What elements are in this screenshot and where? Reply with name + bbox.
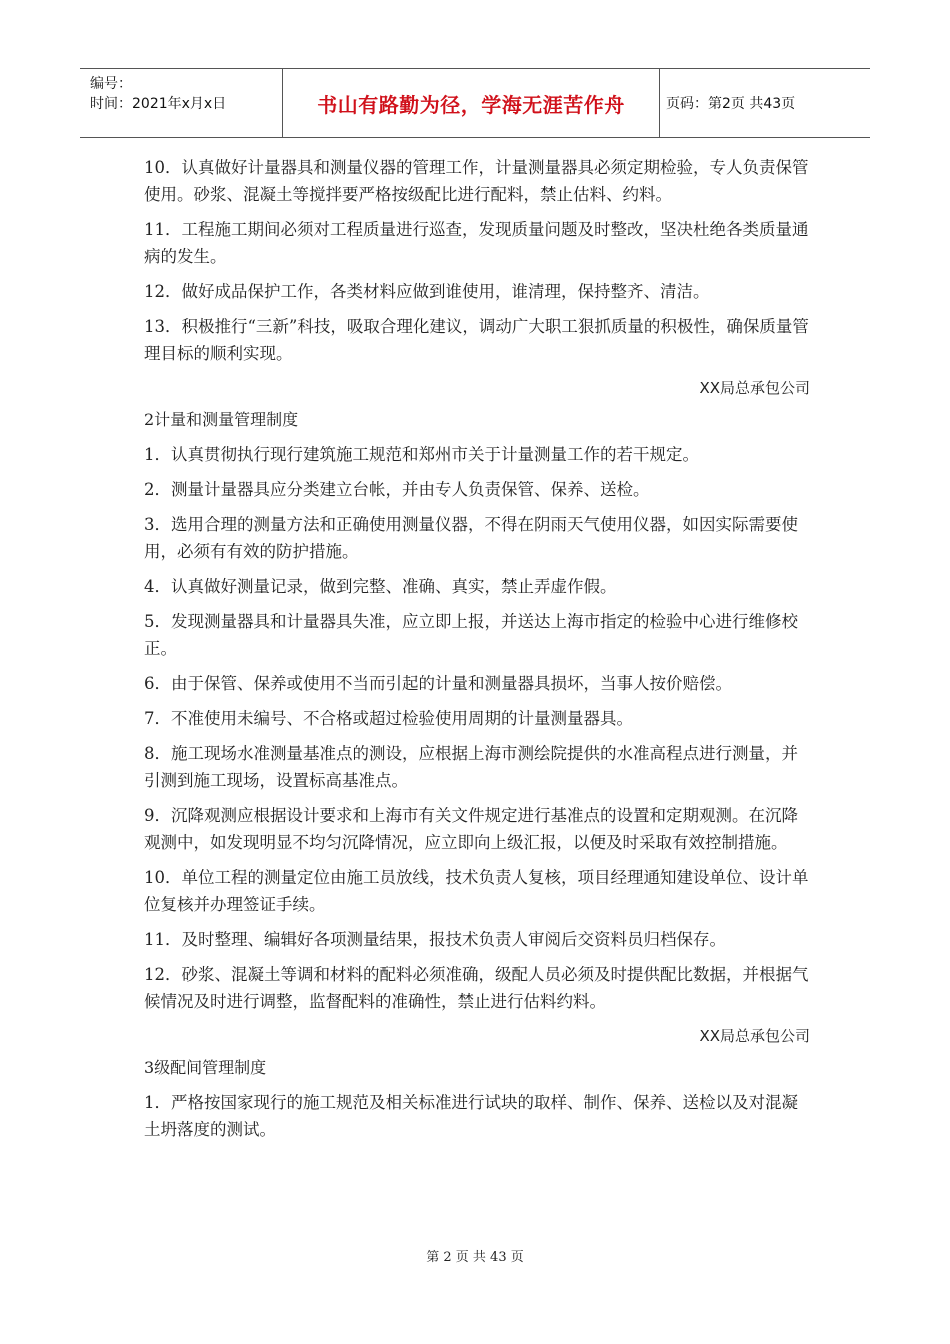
paragraph: 11．及时整理、编辑好各项测量结果，报技术负责人审阅后交资料员归档保存。 <box>144 930 726 949</box>
paragraph: 3．选用合理的测量方法和正确使用测量仪器，不得在阴雨天气使用仪器，如因实际需要使用，必须有有效的防护措施。 <box>144 515 798 561</box>
paragraph: 5．发现测量器具和计量器具失准，应立即上报，并送达上海市指定的检验中心进行维修校正。 <box>144 612 798 658</box>
paragraph: 8．施工现场水准测量基准点的测设，应根据上海市测绘院提供的水准高程点进行测量，并引测到施工现场，设置标高基准点。 <box>144 744 798 790</box>
paragraph: 13．积极推行“三新”科技，吸取合理化建议，调动广大职工狠抓质量的积极性，确保质量管理目标的顺利实现。 <box>144 317 809 363</box>
document-header <box>80 68 870 138</box>
signature-line: XX局总承包公司 <box>699 379 810 397</box>
paragraph: 2．测量计量器具应分类建立台帐，并由专人负责保管、保养、送检。 <box>144 480 650 499</box>
paragraph: 1．严格按国家现行的施工规范及相关标准进行试块的取样、制作、保养、送检以及对混凝土坍落度的测试。 <box>144 1093 798 1139</box>
header-meta-cell <box>80 69 283 137</box>
paragraph: 9．沉降观测应根据设计要求和上海市有关文件规定进行基准点的设置和定期观测。在沉降观测中，如发现明显不均匀沉降情况，应立即向上级汇报，以便及时采取有效控制措施。 <box>144 806 798 852</box>
header-motto-cell <box>283 69 660 137</box>
paragraph: 1．认真贯彻执行现行建筑施工规范和郑州市关于计量测量工作的若干规定。 <box>144 445 699 464</box>
header-motto: 书山有路勤为径，学海无涯苦作舟 <box>317 92 625 117</box>
paragraph: 6．由于保管、保养或使用不当而引起的计量和测量器具损坏，当事人按价赔偿。 <box>144 674 732 693</box>
page-footer: 第 2 页 共 43 页 <box>426 1250 524 1265</box>
section-heading: 3级配间管理制度 <box>144 1058 267 1077</box>
paragraph: 10．单位工程的测量定位由施工员放线，技术负责人复核，项目经理通知建设单位、设计单位复核并办理签证手续。 <box>144 868 809 914</box>
paragraph: 10．认真做好计量器具和测量仪器的管理工作，计量测量器具必须定期检验，专人负责保管使用。砂浆、混凝土等搅拌要严格按级配比进行配料，禁止估料、约料。 <box>144 158 809 204</box>
paragraph: 7．不准使用未编号、不合格或超过检验使用周期的计量测量器具。 <box>144 709 633 728</box>
section-heading: 2计量和测量管理制度 <box>144 410 299 429</box>
document-date-label: 时间：2021年x月x日 <box>90 96 227 112</box>
paragraph: 4．认真做好测量记录，做到完整、准确、真实，禁止弄虚作假。 <box>144 577 617 596</box>
document-body <box>144 154 810 1151</box>
header-page-cell <box>660 69 870 137</box>
signature-line: XX局总承包公司 <box>699 1027 810 1045</box>
paragraph: 11．工程施工期间必须对工程质量进行巡查，发现质量问题及时整改，坚决杜绝各类质量通病的发生。 <box>144 220 809 266</box>
paragraph: 12．做好成品保护工作，各类材料应做到谁使用，谁清理，保持整齐、清洁。 <box>144 282 710 301</box>
paragraph: 12．砂浆、混凝土等调和材料的配料必须准确，级配人员必须及时提供配比数据，并根据气候情况及时进行调整，监督配料的准确性，禁止进行估料约料。 <box>144 965 809 1011</box>
header-page-code: 页码：第2页 共43页 <box>666 96 796 112</box>
document-number-label: 编号： <box>90 76 132 92</box>
